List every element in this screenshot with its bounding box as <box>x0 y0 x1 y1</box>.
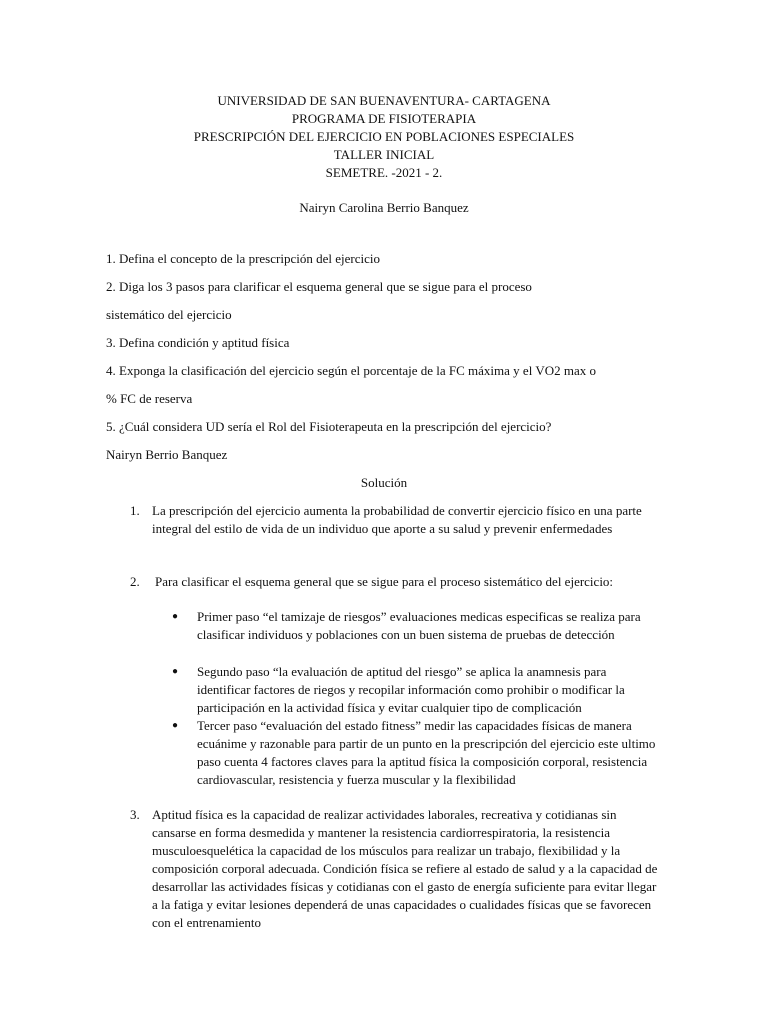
question-2: 2. Diga los 3 pasos para clarificar el esquema general que se sigue para el proceso <box>106 279 532 294</box>
question-4-continued: % FC de reserva <box>106 391 193 406</box>
question-5: 5. ¿Cuál considera UD sería el Rol del Fisioterapeuta en la prescripción del ejercicio? <box>106 419 552 434</box>
answer-3-number: 3. <box>130 807 140 822</box>
answer-1-text: La prescripción del ejercicio aumenta la probabilidad de convertir ejercicio físico en una parte integral del estilo de vida de un individuo que aporte a su salud y prevenir enfermedades <box>152 503 642 536</box>
program-title: PROGRAMA DE FISIOTERAPIA <box>291 111 477 126</box>
document-header <box>0 92 768 182</box>
question-2-continued: sistemático del ejercicio <box>106 307 232 322</box>
bullet-1-marker: ● <box>172 611 179 622</box>
short-author-name: Nairyn Berrio Banquez <box>106 447 228 462</box>
university-title: UNIVERSIDAD DE SAN BUENAVENTURA- CARTAGENA <box>217 93 551 108</box>
answer-3-text: Aptitud física es la capacidad de realizar actividades laborales, recreativa y cotidianas sin cansarse en forma desmedida y mantener la resistencia cardiorrespiratoria, la resistencia musculoesquelética la capacidad de los músculos para realizar un trabajo, flexibilidad y la composición corporal adecuada. Condición física se refiere al estado de salud y a la capacidad de desarrollar las actividades físicas y cotidianas con el gasto de energía suficiente para evitar llegar a la fatiga y evitar lesiones dependerá de unas capacidades o cualidades físicas que se favorecen con el entrenamiento <box>152 807 658 930</box>
question-3: 3. Defina condición y aptitud física <box>106 335 290 350</box>
bullet-2-text: Segundo paso “la evaluación de aptitud del riesgo” se aplica la anamnesis para identificar factores de riegos y recopilar información como prohibir o modificar la participación en la actividad física y evitar cualquier tipo de complicación <box>197 664 625 715</box>
bullet-3-marker: ● <box>172 720 179 731</box>
bullet-1-text: Primer paso “el tamizaje de riesgos” evaluaciones medicas especificas se realiza para clasificar individuos y poblaciones con un buen sistema de pruebas de detección <box>197 609 641 642</box>
solution-title: Solución <box>360 475 408 490</box>
course-title: PRESCRIPCIÓN DEL EJERCICIO EN POBLACIONES ESPECIALES <box>193 129 575 144</box>
author-name: Nairyn Carolina Berrio Banquez <box>299 200 469 215</box>
bullet-2-marker: ● <box>172 666 179 677</box>
answer-2-number: 2. <box>130 574 140 589</box>
answer-1-number: 1. <box>130 503 140 518</box>
workshop-title: TALLER INICIAL <box>333 147 435 162</box>
question-4: 4. Exponga la clasificación del ejercicio según el porcentaje de la FC máxima y el VO2 max o <box>106 363 596 378</box>
semester-line: SEMETRE. -2021 - 2. <box>325 165 443 180</box>
answer-2-text: Para clasificar el esquema general que se sigue para el proceso sistemático del ejercicio: <box>155 574 614 589</box>
bullet-3-text: Tercer paso “evaluación del estado fitness” medir las capacidades físicas de manera ecuánime y razonable para partir de un punto en la prescripción del ejercicio este ultimo paso cuenta 4 factores claves para la aptitud física la composición corporal, resistencia cardiovascular, resistencia y fuerza muscular y la flexibilidad <box>197 718 656 787</box>
question-1: 1. Defina el concepto de la prescripción del ejercicio <box>106 251 380 266</box>
